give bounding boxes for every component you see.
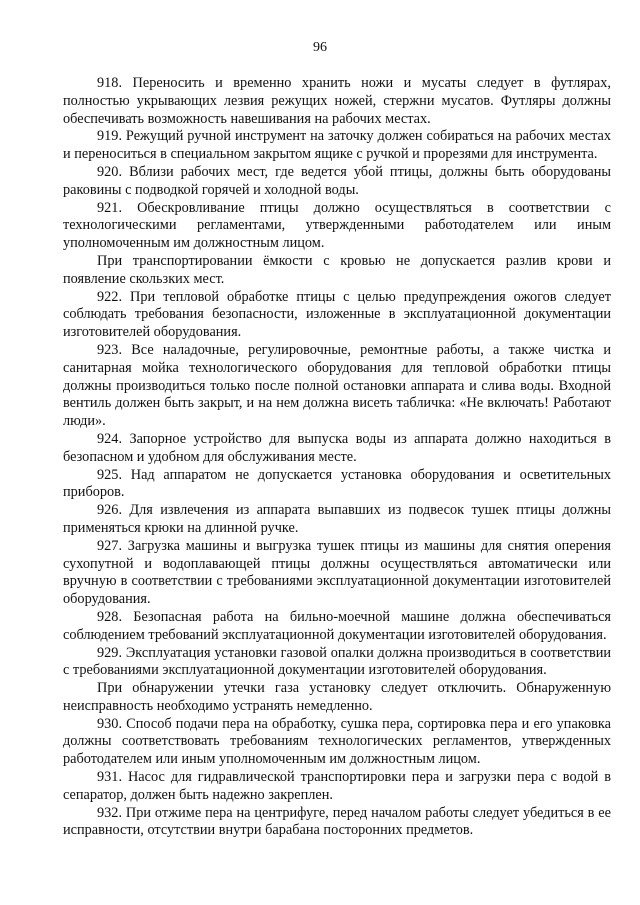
paragraph-927: 927. Загрузка машины и выгрузка тушек птицы из машины для снятия оперения сухопутной и водоплавающей птицы должны осуществляться автоматически или вручную в соответствии с требованиями эксплуатационной документации изготовителей оборудования. — [63, 537, 611, 608]
paragraph-921: 921. Обескровливание птицы должно осуществляться в соответствии с технологическими регламентами, утвержденными работодателем или иным уполномоченным им должностным лицом. — [63, 199, 611, 252]
paragraph-926: 926. Для извлечения из аппарата выпавших из подвесок тушек птицы должны применяться крюки на длинной ручке. — [63, 502, 611, 536]
page-body — [63, 75, 611, 840]
paragraph-931: 931. Насос для гидравлической транспортировки пера и загрузки пера с водой в сепаратор, должен быть надежно закреплен. — [63, 769, 611, 803]
paragraph-928: 928. Безопасная работа на бильно-моечной машине должна обеспечиваться соблюдением требований эксплуатационной документации изготовителей оборудования. — [63, 608, 611, 643]
page-number: 96 — [313, 40, 327, 55]
paragraph-918: 918. Переносить и временно хранить ножи и мусаты следует в футлярах, полностью укрывающих лезвия режущих ножей, стержни мусатов. Футляры должны обеспечивать возможность навешивания на рабочих местах. — [63, 75, 611, 127]
paragraph-929-note: При обнаружении утечки газа установку следует отключить. Обнаруженную неисправность необходимо устранять немедленно. — [63, 680, 611, 714]
paragraph-925: 925. Над аппаратом не допускается установка оборудования и осветительных приборов. — [63, 466, 611, 501]
paragraph-932: 932. При отжиме пера на центрифуге, перед началом работы следует убедиться в ее исправности, отсутствии внутри барабана посторонних предметов. — [63, 804, 611, 839]
paragraph-922: 922. При тепловой обработке птицы с целью предупреждения ожогов следует соблюдать требования безопасности, изложенные в эксплуатационной документации изготовителей оборудования. — [63, 288, 611, 341]
paragraph-919: 919. Режущий ручной инструмент на заточку должен собираться на рабочих местах и переноситься в специальном закрытом ящике с ручкой и прорезями для инструмента. — [63, 128, 611, 163]
paragraph-921-note: При транспортировании ёмкости с кровью не допускается разлив крови и появление скользких мест. — [63, 252, 611, 287]
paragraph-920: 920. Вблизи рабочих мест, где ведется убой птицы, должны быть оборудованы раковины с подводкой горячей и холодной воды. — [63, 163, 611, 198]
paragraph-929: 929. Эксплуатация установки газовой опалки должна производиться в соответствии с требованиями эксплуатационной документации изготовителей оборудования. — [63, 644, 611, 679]
paragraph-923: 923. Все наладочные, регулировочные, ремонтные работы, а также чистка и санитарная мойка технологического оборудования для тепловой обработки птицы должны производиться только после полной остановки аппарата и слива воды. Входной вентиль должен быть закрыт, и на нем должна висеть табличка: «Не включать! Работают люди». — [63, 341, 611, 430]
paragraph-930: 930. Способ подачи пера на обработку, сушка пера, сортировка пера и его упаковка должны соответствовать требованиям технологических регламентов, утвержденных работодателем или иным уполномоченным им должностным лицом. — [63, 715, 611, 768]
paragraph-924: 924. Запорное устройство для выпуска воды из аппарата должно находиться в безопасном и удобном для обслуживания месте. — [63, 430, 611, 465]
